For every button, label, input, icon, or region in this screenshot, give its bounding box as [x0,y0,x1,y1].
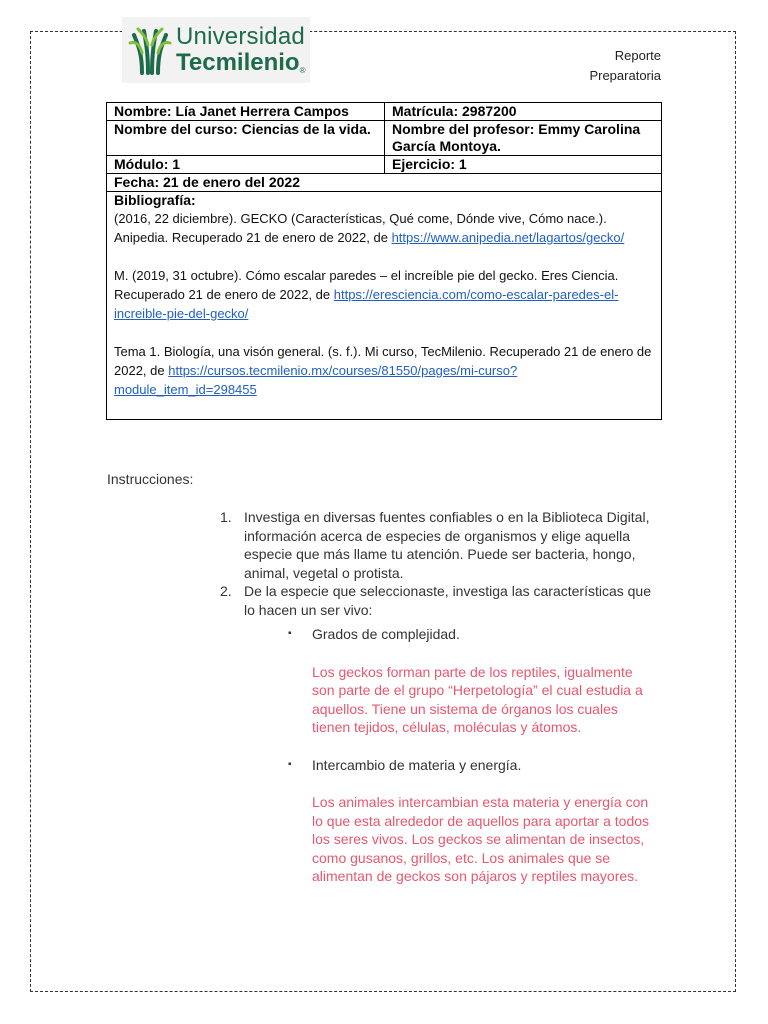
instruction-number: 1. [220,509,232,525]
instruction-text: Investiga en diversas fuentes confiables o en la Biblioteca Digital, información acerca de especies de organismos y elige aquella especie que más llame tu atención. Puede ser bacteria, hongo, animal, vegetal o protista. [244,509,650,581]
instruction-number: 2. [220,583,232,599]
reference-link[interactable]: https://eresciencia.com/como-escalar-paredes-el-increible-pie-del-gecko/ [114,287,619,321]
reference-link[interactable]: https://www.anipedia.net/lagartos/gecko/ [391,230,625,245]
answer-text: Los geckos forman parte de los reptiles, igualmente son parte de el grupo “Herpetología” el cual estudia a aquellos. Tiene un sistema de órganos los cuales tienen tejidos, células, moléculas y átomos. [312,663,643,735]
course-name: Nombre del curso: Ciencias de la vida. [107,121,385,156]
bullet-item [288,625,665,644]
header-preparatoria: Preparatoria [589,68,661,83]
module: Módulo: 1 [107,156,385,174]
reference-text: Tema 1. Biología, una visón general. (s. f.). Mi curso, TecMilenio. Recuperado 21 de enero de 2022, de [114,344,652,378]
instructions-list [220,508,665,886]
bibliography-cell [107,192,662,420]
instruction-item [220,508,665,582]
teacher-name: Nombre del profesor: Emmy Carolina García Montoya. [385,121,662,156]
reference-item [114,342,654,399]
bullet-square-icon: ▪ [288,628,292,639]
bibliography-title: Bibliografía: [114,192,196,208]
tecmilenio-leaf-icon [128,25,172,75]
reference-item [114,266,654,323]
instruction-item [220,582,665,619]
student-info-table [106,102,662,420]
reference-link[interactable]: https://cursos.tecmilenio.mx/courses/81550/pages/mi-curso?module_item_id=298455 [114,363,518,397]
instructions-title: Instrucciones: [107,471,194,487]
report-header [589,46,661,86]
answer-text: Los animales intercambian esta materia y energía con lo que esta alrededor de aquellos para aportar a todos los seres vivos. Los geckos se alimentan de insectos, como gusanos, grillos, etc. Los animales que se alimentan de geckos son pájaros y reptiles mayores. [312,794,650,884]
header-reporte: Reporte [614,48,661,63]
bullet-label: Grados de complejidad. [312,626,460,642]
student-name: Nombre: Lía Janet Herrera Campos [107,103,385,121]
reference-item [114,209,654,247]
instruction-text: De la especie que seleccionaste, investiga las características que lo hacen un ser vivo: [244,583,651,618]
date: Fecha: 21 de enero del 2022 [107,174,662,192]
student-id: Matrícula: 2987200 [385,103,662,121]
exercise: Ejercicio: 1 [385,156,662,174]
reference-text: (2016, 22 diciembre). GECKO (Características, Qué come, Dónde vive, Cómo nace.). Anipedia. Recuperado 21 de enero de 2022, de [114,211,607,245]
logo-line-tecmilenio: Tecmilenio® [176,49,306,76]
logo-line-universidad: Universidad [176,23,305,50]
bullet-label: Intercambio de materia y energía. [312,756,522,773]
reference-text: M. (2019, 31 octubre). Cómo escalar paredes – el increíble pie del gecko. Eres Ciencia. Recuperado 21 de enero de 2022, de [114,268,619,302]
university-logo [122,17,310,83]
bullet-item [288,756,665,775]
bullet-square-icon: ▪ [288,758,292,770]
